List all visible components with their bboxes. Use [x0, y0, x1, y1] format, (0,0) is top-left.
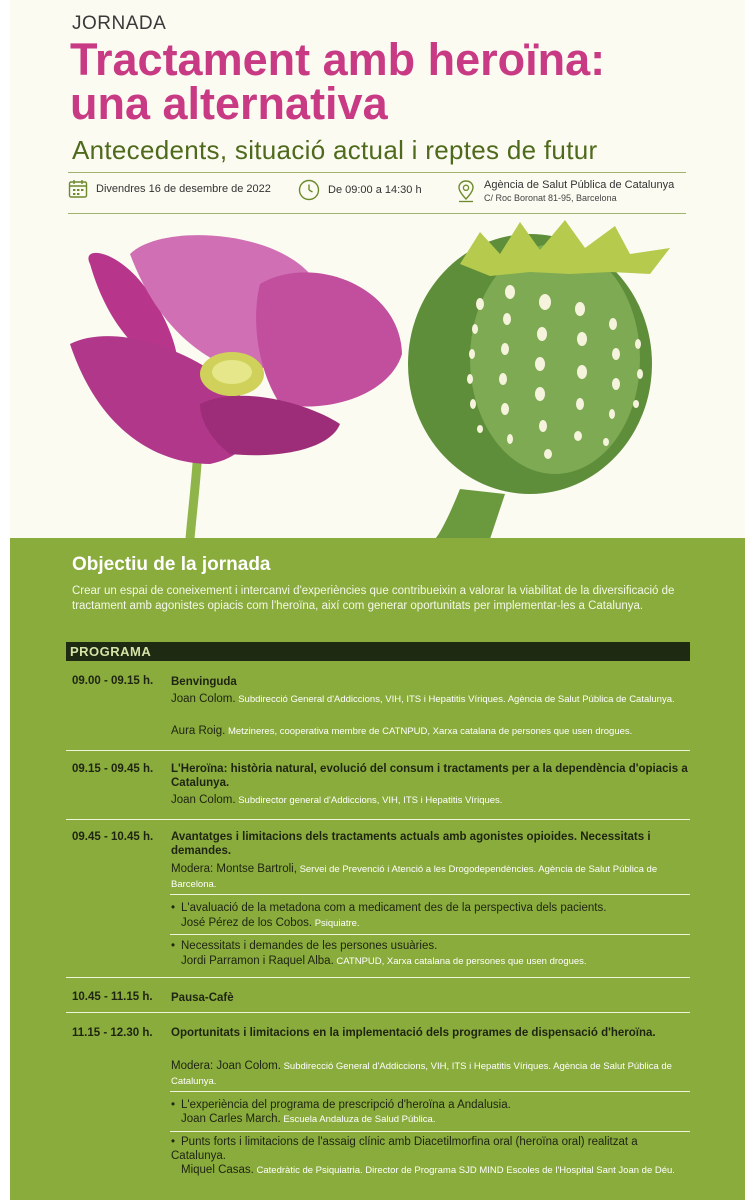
session-3-talk-1-title: • L'avaluació de la metadona com a medicament des de la perspectiva dels pacients.: [171, 902, 607, 914]
speaker-role: Metzineres, cooperativa membre de CATNPUD, Xarxa catalana de persones que usen drogues.: [227, 726, 633, 737]
speaker-role: Psiquiatre.: [314, 918, 360, 929]
event-date-text: Divendres 16 de desembre de 2022: [96, 183, 271, 195]
session-3-moderator: [171, 862, 691, 892]
speaker-role: CATNPUD, Xarxa catalana de persones que usen drogues.: [336, 956, 587, 967]
session-3-talk-1-speaker: [181, 916, 691, 931]
session-5-moderator: [171, 1059, 691, 1089]
event-poster: [10, 0, 745, 1200]
session-2-time: 09.15 - 09.45 h.: [72, 763, 154, 775]
clock-icon: [298, 179, 320, 201]
event-time-text: De 09:00 a 14:30 h: [328, 184, 422, 196]
speaker-role: Escuela Andaluza de Salud Pública.: [283, 1114, 436, 1125]
event-subtitle: Antecedents, situació actual i reptes de futur: [72, 135, 598, 165]
talk-divider: [170, 1131, 690, 1132]
session-5-talk-2-speaker: [181, 1163, 691, 1178]
session-1-time: 09.00 - 09.15 h.: [72, 675, 154, 687]
session-5-time: 11.15 - 12.30 h.: [72, 1027, 153, 1039]
session-3-talk-2-title: • Necessitats i demandes de les persones usuàries.: [171, 940, 438, 952]
session-divider: [66, 977, 690, 978]
session-5-talk-2-title: • Punts forts i limitacions de l'assaig clínic amb Diacetilmorfina oral (heroïna oral) realitzat a Catalunya.: [171, 1136, 638, 1162]
session-4-time: 10.45 - 11.15 h.: [72, 991, 153, 1003]
session-5-talk-1-speaker: [181, 1112, 691, 1127]
speaker-role: Catedràtic de Psiquiatria. Director de Programa SJD MIND Escoles de l'Hospital Sant Joan de Déu.: [256, 1165, 675, 1176]
session-1-title: Benvinguda: [171, 676, 237, 688]
talk-divider: [170, 934, 690, 935]
moderator-role: Subdirecció General d'Addiccions, VIH, ITS i Hepatitis Víriques. Agència de Salut Pública de Catalunya.: [171, 1061, 672, 1087]
session-1-speaker-1: [171, 692, 691, 707]
objective-text: Crear un espai de coneixement i intercanvi d'experiències que contribueixin a valorar la viabilitat de la diversificació de tractament amb agonistes opiacis com l'heroïna, així com generar oportunitats per implementar-les a Catalunya.: [72, 585, 675, 612]
session-4-title: Pausa-Cafè: [171, 992, 234, 1004]
title-line-2: una alternativa: [70, 78, 388, 129]
speaker-name: Joan Colom.: [171, 794, 236, 806]
session-2-title: L'Heroïna: història natural, evolució del consum i tractaments per a la dependència d'opiacis a Catalunya.: [171, 763, 688, 789]
session-2-speaker-1: [171, 793, 691, 808]
location-pin-icon: [456, 179, 476, 203]
poppy-illustration: [10, 214, 745, 539]
speaker-name: Jordi Parramon i Raquel Alba.: [181, 955, 334, 967]
speaker-role: Subdirecció General d'Addiccions, VIH, ITS i Hepatitis Víriques. Agència de Salut Pública de Catalunya.: [238, 694, 675, 705]
program-heading: PROGRAMA: [70, 644, 152, 659]
program-panel: [10, 538, 745, 1200]
talk-divider: [170, 1091, 690, 1092]
objective-title: Objectiu de la jornada: [72, 554, 271, 575]
speaker-name: José Pérez de los Cobos.: [181, 917, 313, 929]
moderator-name: Modera: Montse Bartroli,: [171, 863, 297, 875]
poppy-flower: [70, 235, 402, 464]
venue-address: C/ Roc Boronat 81-95, Barcelona: [484, 193, 617, 203]
venue-name: Agència de Salut Pública de Catalunya: [484, 179, 675, 191]
header-divider-top: [68, 172, 686, 173]
moderator-role: Servei de Prevenció i Atenció a les Drogodependències. Agència de Salut Pública de Barcelona.: [171, 864, 658, 890]
session-3-talk-2-speaker: [181, 954, 691, 969]
session-divider: [66, 1012, 690, 1013]
session-5-title: Oportunitats i limitacions en la implementació dels programes de dispensació d'heroïna.: [171, 1027, 656, 1039]
event-date: [68, 179, 271, 199]
program-heading-bar: [66, 642, 690, 661]
session-divider: [66, 750, 690, 751]
title-line-1: Tractament amb heroïna:: [70, 34, 606, 85]
calendar-icon: [68, 179, 88, 199]
session-divider: [66, 819, 690, 820]
session-3-time: 09.45 - 10.45 h.: [72, 831, 154, 843]
session-1-speaker-2: [171, 724, 691, 739]
event-kicker: JORNADA: [72, 13, 167, 34]
event-title: [70, 34, 710, 129]
session-3-title: Avantatges i limitacions dels tractaments actuals amb agonistes opioides. Necessitats i demandes.: [171, 831, 651, 857]
moderator-name: Modera: Joan Colom.: [171, 1060, 281, 1072]
event-time: [298, 179, 422, 201]
speaker-name: Miquel Casas.: [181, 1164, 254, 1176]
poppy-seed-pod: [408, 220, 670, 539]
speaker-name: Joan Colom.: [171, 693, 236, 705]
event-venue: [456, 179, 674, 203]
speaker-name: Joan Carles March.: [181, 1113, 281, 1125]
talk-divider: [170, 894, 690, 895]
session-5-talk-1-title: • L'experiència del programa de prescripció d'heroïna a Andalusia.: [171, 1099, 511, 1111]
speaker-name: Aura Roig.: [171, 725, 226, 737]
speaker-role: Subdirector general d'Addiccions, VIH, ITS i Hepatitis Víriques.: [238, 795, 503, 806]
